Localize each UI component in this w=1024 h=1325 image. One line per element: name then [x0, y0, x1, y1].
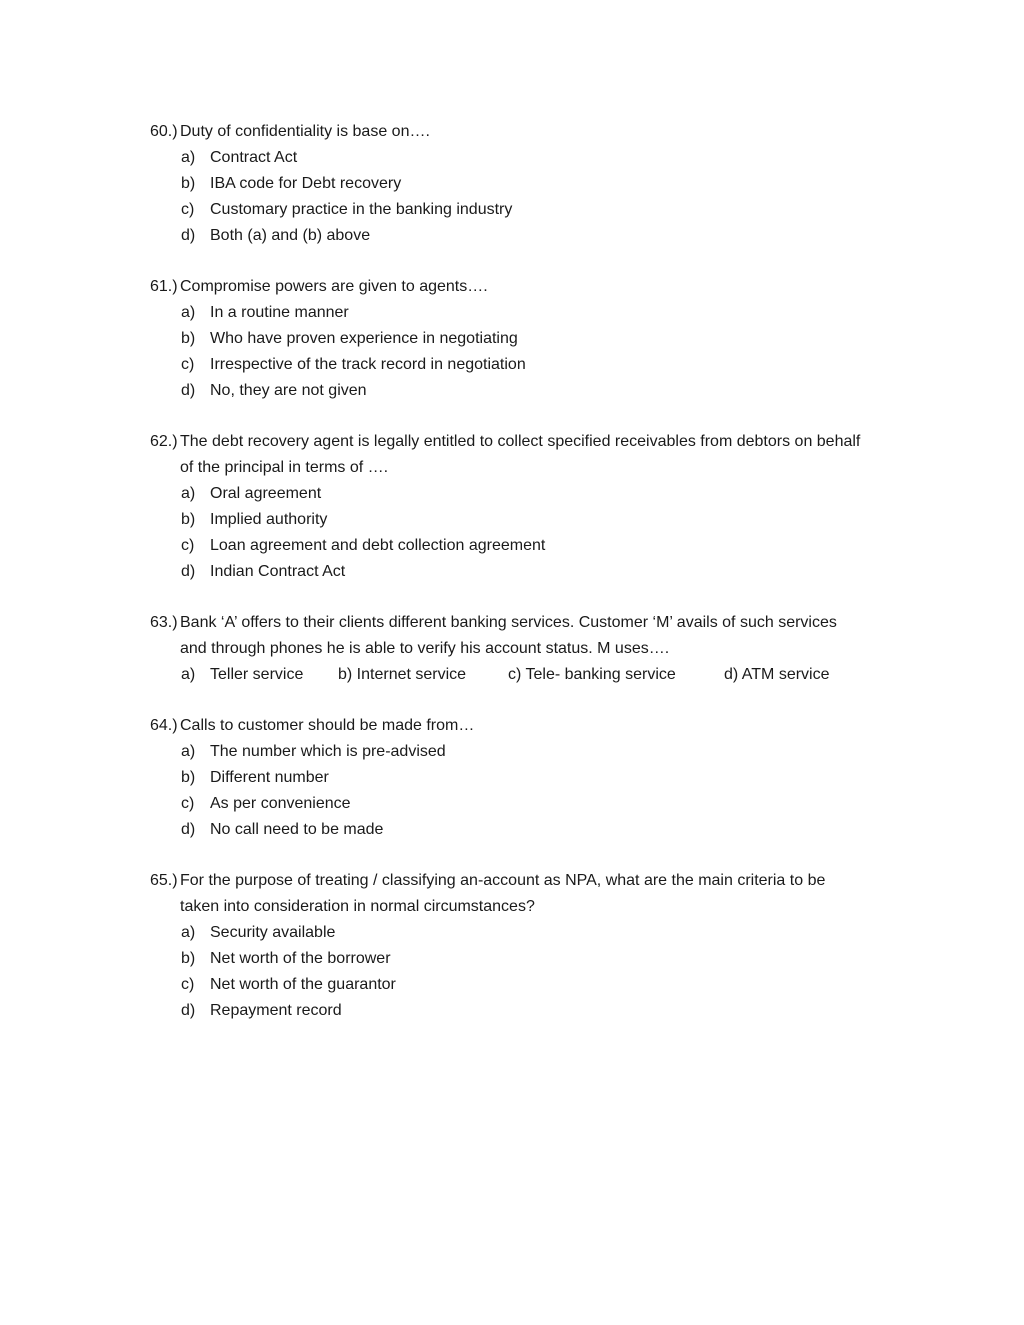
question-stem-continued — [150, 636, 930, 662]
option-c: c) Tele- banking service — [508, 666, 676, 683]
option-text: No call need to be made — [210, 821, 384, 838]
option-letter: d) — [181, 1002, 196, 1019]
option-text: Oral agreement — [210, 485, 322, 502]
option-d: d) ATM service — [724, 666, 830, 683]
question-stem — [150, 274, 930, 300]
option-b — [150, 171, 930, 197]
question-stem-continued — [150, 455, 930, 481]
option-letter: c) — [181, 976, 195, 993]
question-stem — [150, 610, 930, 636]
question-number: 64.) — [150, 717, 178, 734]
option-text: No, they are not given — [210, 382, 367, 399]
option-text: Security available — [210, 924, 336, 941]
option-c — [150, 972, 930, 998]
option-a — [150, 300, 930, 326]
option-letter: a) — [181, 304, 196, 321]
option-text: Indian Contract Act — [210, 563, 346, 580]
option-b — [150, 946, 930, 972]
option-text: Customary practice in the banking industry — [210, 201, 513, 218]
option-d — [150, 817, 930, 843]
question-64 — [150, 713, 930, 843]
option-letter: c) — [181, 537, 195, 554]
question-stem-continued — [150, 894, 930, 920]
option-letter: a) — [181, 666, 196, 683]
option-letter: a) — [181, 485, 196, 502]
option-a — [150, 481, 930, 507]
option-b — [150, 326, 930, 352]
option-letter: b) — [181, 950, 196, 967]
question-stem — [150, 713, 930, 739]
option-c — [150, 533, 930, 559]
option-text: Different number — [210, 769, 329, 786]
question-text-continued: taken into consideration in normal circumstances? — [180, 898, 535, 915]
question-number: 65.) — [150, 872, 178, 889]
inline-options — [150, 662, 930, 688]
option-text: Irrespective of the track record in negotiation — [210, 356, 526, 373]
question-text: For the purpose of treating / classifying an-account as NPA, what are the main criteria to be — [180, 872, 826, 889]
option-text: The number which is pre-advised — [210, 743, 446, 760]
option-text: Both (a) and (b) above — [210, 227, 371, 244]
question-number: 61.) — [150, 278, 178, 295]
question-65 — [150, 868, 930, 1024]
option-text: Repayment record — [210, 1002, 342, 1019]
option-text: IBA code for Debt recovery — [210, 175, 402, 192]
option-letter: d) — [181, 382, 196, 399]
option-text: Implied authority — [210, 511, 328, 528]
option-d — [150, 378, 930, 404]
question-number: 63.) — [150, 614, 178, 631]
option-c — [150, 352, 930, 378]
option-d — [150, 223, 930, 249]
option-text: As per convenience — [210, 795, 351, 812]
option-letter: b) — [181, 330, 196, 347]
option-letter: c) — [181, 356, 195, 373]
question-text: The debt recovery agent is legally entitled to collect specified receivables from debtors on behalf — [180, 433, 861, 450]
option-letter: c) — [181, 795, 195, 812]
question-text-continued: of the principal in terms of …. — [180, 459, 389, 476]
option-letter: a) — [181, 743, 196, 760]
option-text: Net worth of the guarantor — [210, 976, 396, 993]
option-text: Contract Act — [210, 149, 298, 166]
option-b: b) Internet service — [338, 666, 467, 683]
question-63 — [150, 610, 930, 688]
option-letter: a) — [181, 149, 196, 166]
option-a-text: Teller service — [210, 666, 304, 683]
question-text: Bank ‘A’ offers to their clients different banking services. Customer ‘M’ avails of such services — [180, 614, 837, 631]
option-c — [150, 197, 930, 223]
question-number: 62.) — [150, 433, 178, 450]
question-stem — [150, 429, 930, 455]
question-text: Compromise powers are given to agents…. — [180, 278, 488, 295]
option-text: Net worth of the borrower — [210, 950, 391, 967]
option-text: Loan agreement and debt collection agreement — [210, 537, 546, 554]
option-a — [150, 739, 930, 765]
option-letter: d) — [181, 821, 196, 838]
question-number: 60.) — [150, 123, 178, 140]
option-a — [150, 145, 930, 171]
option-b — [150, 765, 930, 791]
option-letter: b) — [181, 769, 196, 786]
option-text: Who have proven experience in negotiating — [210, 330, 518, 347]
option-letter: d) — [181, 227, 196, 244]
question-text: Duty of confidentiality is base on…. — [180, 123, 430, 140]
question-text-continued: and through phones he is able to verify his account status. M uses…. — [180, 640, 670, 657]
option-letter: b) — [181, 511, 196, 528]
option-letter: a) — [181, 924, 196, 941]
question-62 — [150, 429, 930, 585]
question-61 — [150, 274, 930, 404]
option-d — [150, 998, 930, 1024]
question-stem — [150, 868, 930, 894]
question-stem — [150, 119, 930, 145]
option-d — [150, 559, 930, 585]
option-letter: d) — [181, 563, 196, 580]
option-b — [150, 507, 930, 533]
option-a — [150, 920, 930, 946]
option-letter: b) — [181, 175, 196, 192]
option-letter: c) — [181, 201, 195, 218]
question-60 — [150, 119, 930, 249]
option-c — [150, 791, 930, 817]
option-text: In a routine manner — [210, 304, 349, 321]
question-text: Calls to customer should be made from… — [180, 717, 475, 734]
